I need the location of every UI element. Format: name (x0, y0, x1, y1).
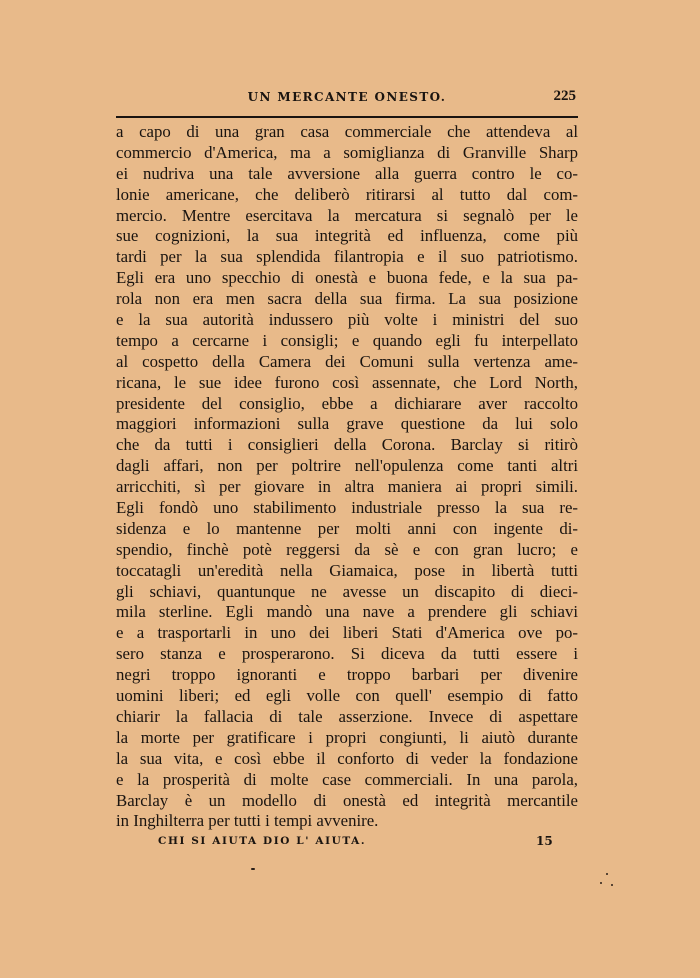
text-line: Egli era uno specchio di onestà e buona fede, e la sua pa- (116, 268, 578, 288)
text-line: tardi per la sua splendida filantropia e il suo patriotismo. (116, 247, 578, 267)
text-line: mila sterline. Egli mandò una nave a prendere gli schiavi (116, 602, 578, 622)
text-line: e la prosperità di molte case commerciali. In una parola, (116, 769, 578, 789)
text-line: mercio. Mentre esercitava la mercatura si segnalò per le (116, 205, 578, 225)
text-line: al cospetto della Camera dei Comuni sulla vertenza ame- (116, 351, 578, 371)
text-line: che da tutti i consiglieri della Corona. Barclay si ritirò (116, 435, 578, 455)
ink-speck (611, 884, 613, 886)
text-line: sidenza e lo mantenne per molti anni con ingente di- (116, 518, 578, 538)
text-line: commercio d'America, ma a somiglianza di Granville Sharp (116, 142, 578, 162)
text-line: arricchiti, sì per giovare in altra maniera ai propri simili. (116, 477, 578, 497)
ink-speck (251, 868, 255, 870)
text-line: uomini liberi; ed egli volle con quell' esempio di fatto (116, 686, 578, 706)
ink-speck (606, 873, 608, 875)
text-line: sero stanza e prosperarono. Si diceva da tutti essere i (116, 644, 578, 664)
text-line: dagli affari, non per poltrire nell'opulenza come tanti altri (116, 456, 578, 476)
text-line: la sua vita, e così ebbe il conforto di veder la fondazione (116, 748, 578, 768)
text-line: negri troppo ignoranti e troppo barbari per divenire (116, 665, 578, 685)
text-line: a capo di una gran casa commerciale che attendeva al (116, 122, 578, 141)
text-line: in Inghilterra per tutti i tempi avvenire. (116, 811, 379, 831)
signature-mark: 15 (536, 834, 553, 848)
text-line: rola non era men sacra della sua firma. La sua posizione (116, 289, 578, 309)
text-line: ricana, le sue idee furono così assennate, che Lord North, (116, 372, 578, 392)
text-line: e a trasportarli in uno dei liberi Stati d'America ove po- (116, 623, 578, 643)
signature-line: CHI SI AIUTA DIO L' AIUTA. (158, 835, 367, 847)
header-rule (116, 116, 578, 118)
text-line: lonie americane, che deliberò ritirarsi al tutto dal com- (116, 184, 578, 204)
text-line: presidente del consiglio, ebbe a dichiarare aver raccolto (116, 393, 578, 413)
running-title: UN MERCANTE ONESTO. (247, 90, 447, 104)
text-line: chiarir la fallacia di tale asserzione. Invece di aspettare (116, 706, 578, 726)
body-text (116, 122, 578, 832)
text-line: maggiori informazioni sulla grave questione da lui solo (116, 414, 578, 434)
text-line: tempo a cercarne i consigli; e quando egli fu interpellato (116, 330, 578, 350)
running-head (116, 90, 578, 110)
text-line: la morte per gratificare i propri congiunti, li aiutò durante (116, 727, 578, 747)
text-line: spendio, finchè potè reggersi da sè e con gran lucro; e (116, 539, 578, 559)
text-line: sue cognizioni, la sua integrità ed influenza, come più (116, 226, 578, 246)
page-number: 225 (553, 88, 576, 104)
text-line: e la sua autorità indussero più volte i ministri del suo (116, 310, 578, 330)
text-line: Barclay è un modello di onestà ed integrità mercantile (116, 790, 578, 810)
text-line: toccatagli un'eredità nella Giamaica, pose in libertà tutti (116, 560, 578, 580)
text-line: Egli fondò uno stabilimento industriale presso la sua re- (116, 498, 578, 518)
text-line: ei nudriva una tale avversione alla guerra contro le co- (116, 163, 578, 183)
text-line: gli schiavi, quantunque ne avesse un discapito di dieci- (116, 581, 578, 601)
ink-speck (600, 882, 602, 884)
